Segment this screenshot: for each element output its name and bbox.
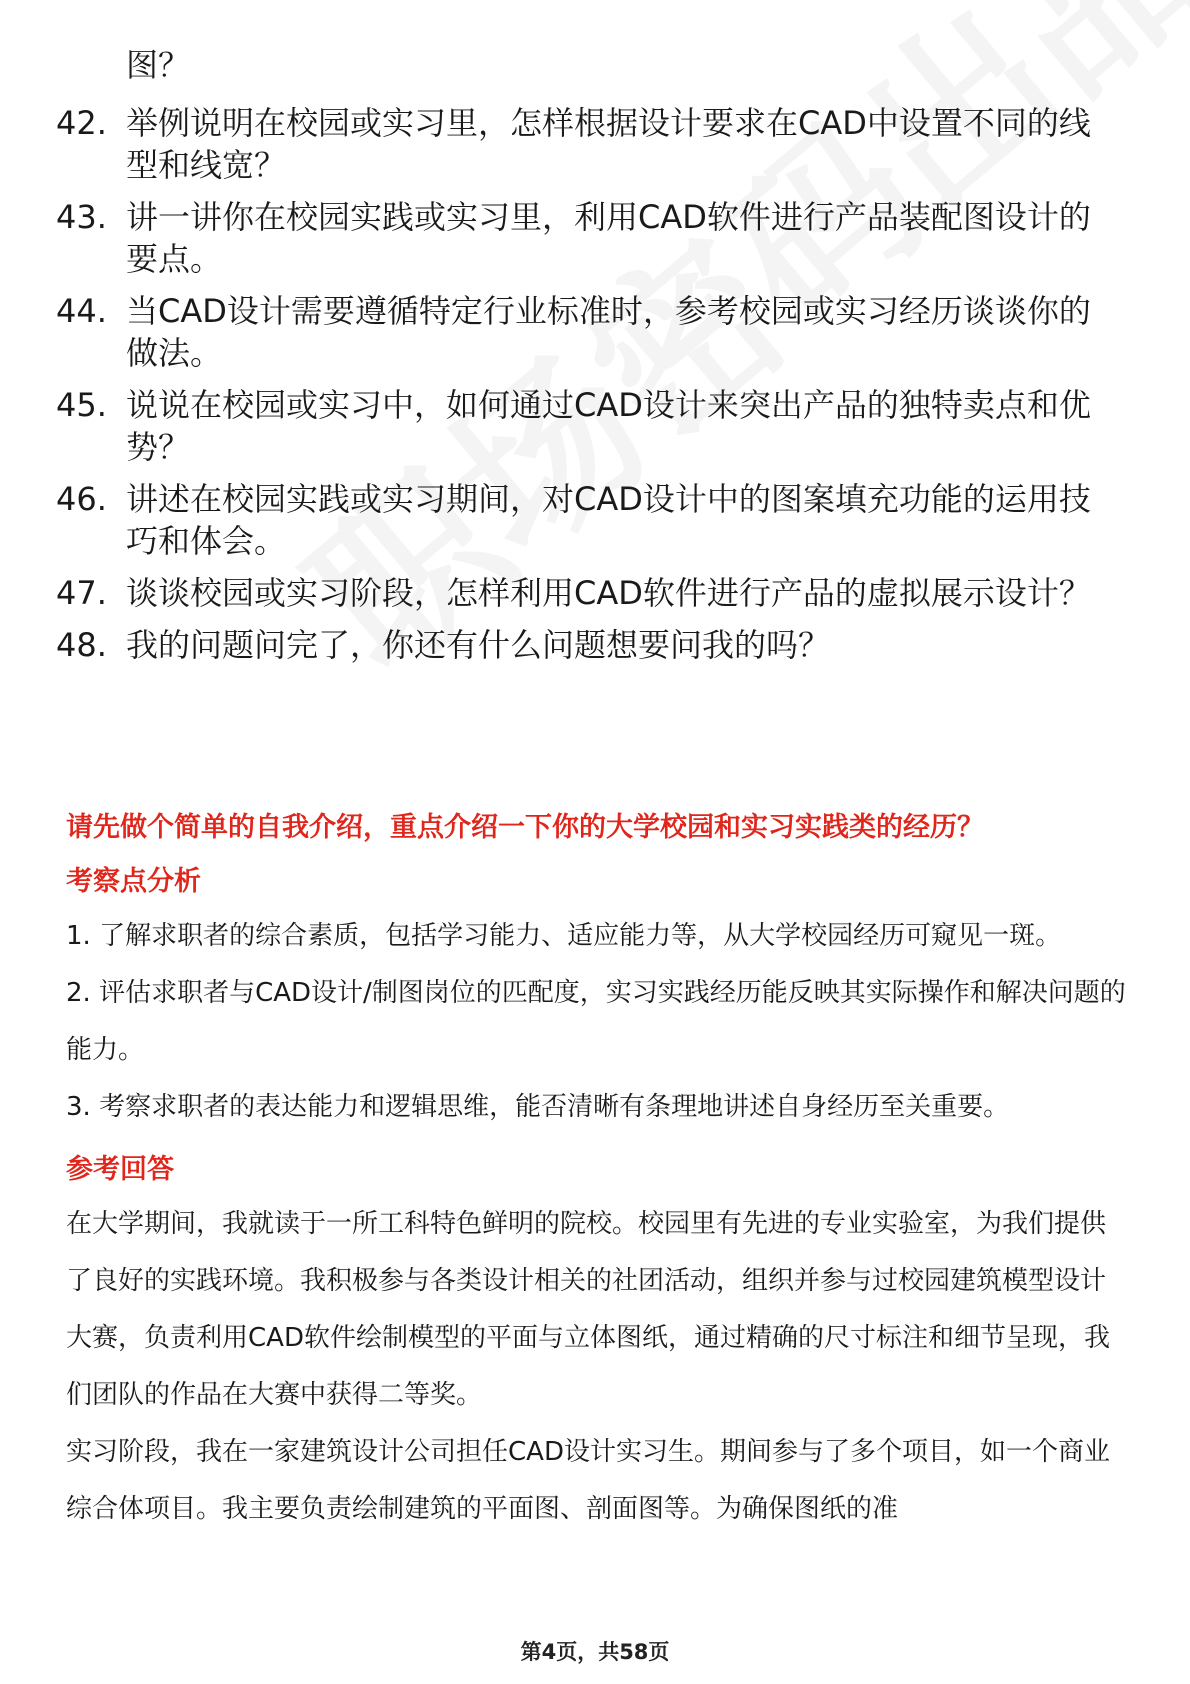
question-number: 48. — [56, 626, 107, 664]
question-text: 讲述在校园实践或实习期间，对CAD设计中的图案填充功能的运用技巧和体会。 — [126, 480, 1091, 560]
reference-paragraph: 实习阶段，我在一家建筑设计公司担任CAD设计实习生。期间参与了多个项目，如一个商业综合体项目。我主要负责绘制建筑的平面图、剖面图等。为确保图纸的准 — [66, 1437, 1110, 1524]
reference-paragraph: 在大学期间，我就读于一所工科特色鲜明的院校。校园里有先进的专业实验室，为我们提供了良好的实践环境。我积极参与各类设计相关的社团活动，组织并参与过校园建筑模型设计大赛，负责利用CAD软件绘制模型的平面与立体图纸，通过精确的尺寸标注和细节呈现，我们团队的作品在大赛中获得二等奖。 — [66, 1209, 1110, 1410]
question-number: 42. — [56, 104, 107, 142]
question-continuation: 图？ — [126, 46, 191, 84]
list-item — [56, 572, 1116, 614]
question-text: 谈谈校园或实习阶段，怎样利用CAD软件进行产品的虚拟展示设计？ — [126, 574, 1091, 612]
question-number: 46. — [56, 480, 107, 518]
question-list — [56, 44, 1116, 676]
question-number: 47. — [56, 574, 107, 612]
question-text: 举例说明在校园或实习里，怎样根据设计要求在CAD中设置不同的线型和线宽？ — [126, 104, 1091, 184]
section-spacer — [66, 1136, 1126, 1150]
reference-heading: 参考回答 — [66, 1154, 174, 1185]
interview-question-heading: 请先做个简单的自我介绍，重点介绍一下你的大学校园和实习实践类的经历？ — [66, 812, 984, 843]
list-item — [56, 624, 1116, 666]
analysis-point: 3. 考察求职者的表达能力和逻辑思维，能否清晰有条理地讲述自身经历至关重要。 — [66, 1092, 1010, 1122]
list-item — [56, 384, 1116, 468]
question-text: 我的问题问完了，你还有什么问题想要问我的吗？ — [126, 626, 831, 664]
page-footer: 第4页，共58页 — [520, 1640, 670, 1664]
analysis-point: 1. 了解求职者的综合素质，包括学习能力、适应能力等，从大学校园经历可窥见一斑。 — [66, 921, 1062, 951]
question-number: 43. — [56, 198, 107, 236]
question-text: 当CAD设计需要遵循特定行业标准时，参考校园或实习经历谈谈你的做法。 — [126, 292, 1091, 372]
list-item — [56, 102, 1116, 186]
analysis-point: 2. 评估求职者与CAD设计/制图岗位的匹配度，实习实践经历能反映其实际操作和解决问题的能力。 — [66, 978, 1126, 1065]
question-number: 44. — [56, 292, 107, 330]
question-text: 说说在校园或实习中，如何通过CAD设计来突出产品的独特卖点和优势？ — [126, 386, 1091, 466]
question-number: 45. — [56, 386, 107, 424]
list-item — [56, 290, 1116, 374]
answer-section — [66, 808, 1126, 1538]
question-text: 讲一讲你在校园实践或实习里，利用CAD软件进行产品装配图设计的要点。 — [126, 198, 1091, 278]
analysis-heading: 考察点分析 — [66, 866, 201, 897]
list-item — [56, 196, 1116, 280]
list-item — [56, 478, 1116, 562]
